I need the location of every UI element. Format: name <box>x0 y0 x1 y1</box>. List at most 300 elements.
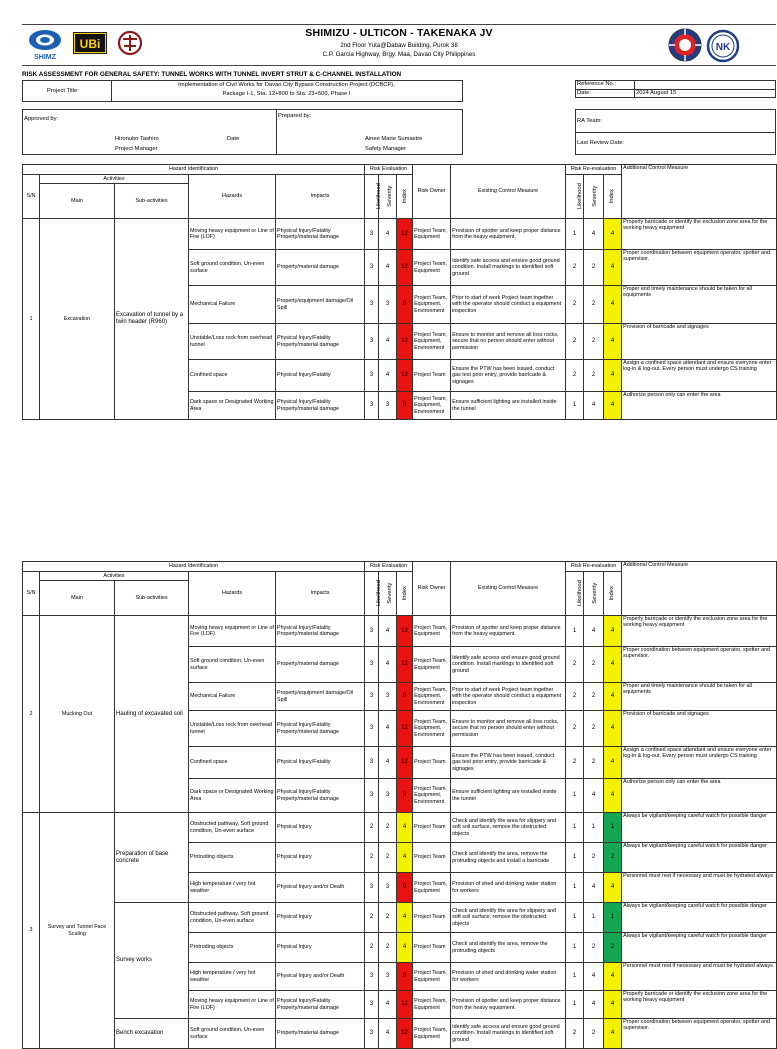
likelihood-cell: 3 <box>365 779 379 813</box>
severity-header: Severity <box>379 175 397 219</box>
sub-activities-header: Sub-activities <box>115 581 189 616</box>
severity-cell: 4 <box>379 324 397 360</box>
main-header: Main <box>40 184 115 219</box>
index-re-cell: 4 <box>604 647 622 683</box>
impact-cell: Property/equipment damage/Oil Spill <box>276 683 365 711</box>
likelihood-re-cell: 2 <box>566 647 584 683</box>
impact-cell: Property/material damage <box>276 647 365 683</box>
existing-control-cell: Check and identify the area, remove the protruding objects and install a barricade <box>451 843 566 873</box>
likelihood-cell: 3 <box>365 711 379 747</box>
index-re-cell: 2 <box>604 843 622 873</box>
index-cell: 9 <box>397 963 413 991</box>
likelihood-re-cell: 1 <box>566 873 584 903</box>
hazard-cell: Protruding objects <box>189 933 276 963</box>
existing-control-cell: Ensure to monitor and remove all loss rocks, secure that no person should enter without permission <box>451 324 566 360</box>
sn-header: S/N <box>23 572 40 616</box>
hazard-cell: Dark space or Designated Working Area <box>189 779 276 813</box>
risk-owner-cell: Project Team <box>413 933 451 963</box>
severity-re-cell: 2 <box>584 933 604 963</box>
severity-re-cell: 4 <box>584 963 604 991</box>
likelihood-cell: 3 <box>365 747 379 779</box>
severity-cell: 4 <box>379 1019 397 1049</box>
sub-activity-cell: Preparation of base concrete <box>115 813 189 903</box>
severity-re-cell: 2 <box>584 324 604 360</box>
severity-cell: 2 <box>379 813 397 843</box>
likelihood-re-cell: 2 <box>566 711 584 747</box>
risk-owner-cell: Project Team <box>413 903 451 933</box>
impact-cell: Property/material damage <box>276 250 365 286</box>
existing-control-cell: Identify safe access and ensure good ground condition. Install markings to identified soft ground <box>451 647 566 683</box>
likelihood-cell: 2 <box>365 933 379 963</box>
index-re-cell: 4 <box>604 963 622 991</box>
risk-owner-cell: Project Team, Equipment <box>413 250 451 286</box>
risk-owner-header: Risk Owner <box>413 165 451 219</box>
table-row <box>23 616 777 647</box>
impact-cell: Physical Injury and/or Death <box>276 963 365 991</box>
additional-control-cell: Assign a confined space attendant and ensure everyone enter log-in & log-out. Every person must undergo CS training <box>622 360 777 392</box>
additional-control-cell: Proper coordination between equipment operator, spotter and supervisor. <box>622 250 777 286</box>
sub-activity-cell: Hauling of excavated soil <box>115 616 189 813</box>
index-re-cell: 1 <box>604 903 622 933</box>
likelihood-re-cell: 1 <box>566 963 584 991</box>
existing-control-cell: Provision of shed and drinking water station for workers <box>451 873 566 903</box>
severity-re-cell: 2 <box>584 286 604 324</box>
risk-owner-cell: Project Team, Equipment, Environment <box>413 324 451 360</box>
additional-control-cell: Properly barricade or identify the exclusion zone area for the working heavy equipment <box>622 616 777 647</box>
risk-owner-cell: Project Team, Equipment, Environment <box>413 711 451 747</box>
index-cell: 9 <box>397 779 413 813</box>
likelihood-cell: 3 <box>365 392 379 420</box>
additional-control-cell: Provision of barricade and signages <box>622 324 777 360</box>
impact-cell: Property/equipment damage/Oil Spill <box>276 286 365 324</box>
hazards-header: Hazards <box>189 175 276 219</box>
project-title-line-2: Package I-1, Sta. 12+800 to Sta. 23+500, Phase I <box>222 91 351 97</box>
index-cell: 9 <box>397 286 413 324</box>
existing-control-cell: Provision of shed and drinking water station for workers <box>451 963 566 991</box>
index-re-cell: 4 <box>604 1019 622 1049</box>
hazard-cell: Moving heavy equipment or Line of Fire (LOF) <box>189 991 276 1019</box>
sub-activities-header: Sub-activities <box>115 184 189 219</box>
risk-owner-cell: Project Team, Equipment, Environment <box>413 779 451 813</box>
likelihood-cell: 3 <box>365 963 379 991</box>
additional-control-header: Additional Control Measure <box>622 562 777 616</box>
existing-control-cell: Check and identify the area for slippery and soft soil surface, remove the obstructed objects <box>451 813 566 843</box>
index-re-cell: 4 <box>604 392 622 420</box>
approved-by-label: Approved by: <box>24 116 59 122</box>
likelihood-re-cell: 1 <box>566 616 584 647</box>
index-cell: 9 <box>397 683 413 711</box>
reference-label: Reference No.: <box>577 81 616 87</box>
hazards-header: Hazards <box>189 572 276 616</box>
likelihood-re-cell: 1 <box>566 392 584 420</box>
severity-re-cell: 1 <box>584 813 604 843</box>
index-re-cell: 4 <box>604 324 622 360</box>
severity-cell: 3 <box>379 873 397 903</box>
additional-control-cell: Properly barricade or identify the exclusion zone area for the working heavy equipment <box>622 991 777 1019</box>
dpwh-seal <box>667 27 703 63</box>
likelihood-re-cell: 1 <box>566 843 584 873</box>
severity-cell: 4 <box>379 250 397 286</box>
severity-cell: 4 <box>379 711 397 747</box>
additional-control-cell: Authorize person only can enter the area <box>622 392 777 420</box>
main-activity-cell: Mucking Out <box>40 616 115 813</box>
index-cell: 12 <box>397 647 413 683</box>
additional-control-cell: Always be vigilant/keeping careful watch for possible danger <box>622 933 777 963</box>
risk-owner-cell: Project Team, Equipment <box>413 616 451 647</box>
additional-control-cell: Proper coordination between equipment operator, spotter and supervisor. <box>622 1019 777 1049</box>
severity-cell: 4 <box>379 219 397 250</box>
risk-owner-cell: Project Team, Equipment <box>413 1019 451 1049</box>
activities-header: Activities <box>40 572 189 581</box>
nk-logo-text: NK <box>715 42 731 53</box>
approver-date-label: Date <box>227 136 240 142</box>
additional-control-cell: Authorize person only can enter the area <box>622 779 777 813</box>
project-title-box <box>22 80 463 102</box>
impact-cell: Physical Injury/Fatality Property/material damage <box>276 219 365 250</box>
prepared-by-label: Prepared by: <box>278 113 312 119</box>
existing-control-cell: Ensure sufficient lighting are installed inside the tunnel <box>451 779 566 813</box>
severity-re-cell: 2 <box>584 250 604 286</box>
severity-cell: 4 <box>379 647 397 683</box>
impacts-header: Impacts <box>276 572 365 616</box>
risk-owner-header: Risk Owner <box>413 562 451 616</box>
sn-cell: 1 <box>23 219 40 420</box>
impact-cell: Physical Injury/Fatality Property/material damage <box>276 991 365 1019</box>
main-activity-cell: Survey and Tunnel Face Scaling <box>40 813 115 1049</box>
index-header: Index <box>397 572 413 616</box>
shimizu-logo-text: SHIMZ <box>34 54 56 61</box>
impact-cell: Physical Injury and/or Death <box>276 873 365 903</box>
severity-cell: 3 <box>379 963 397 991</box>
severity-re-cell: 4 <box>584 392 604 420</box>
preparer-name: Ainee Marie Sumastre <box>365 136 423 142</box>
hazard-cell: Dark space or Designated Working Area <box>189 392 276 420</box>
existing-control-cell: Provision of spotter and keep proper distance from the heavy equipment. <box>451 991 566 1019</box>
likelihood-re-cell: 2 <box>566 1019 584 1049</box>
main-header: Main <box>40 581 115 616</box>
hazard-identification-header: Hazard Identification <box>23 562 365 572</box>
likelihood-re-cell: 1 <box>566 779 584 813</box>
existing-control-cell: Ensure the PTW has been issued, conduct gas test prior entry, provide barricade & signages <box>451 747 566 779</box>
hazard-cell: Obstructed pathway, Soft ground condition, Un-even surface <box>189 813 276 843</box>
severity-re-cell: 4 <box>584 616 604 647</box>
hazard-cell: High temperature / very hot weather <box>189 873 276 903</box>
ubi-logo <box>73 32 107 54</box>
approver-role: Project Manager <box>115 146 158 152</box>
risk-owner-cell: Project Team, Equipment <box>413 991 451 1019</box>
index-re-cell: 4 <box>604 616 622 647</box>
index-cell: 4 <box>397 843 413 873</box>
sub-activity-cell: Bench excavation <box>115 1019 189 1049</box>
address-line-1: 2nd Floor Yuta@Dabaw Building, Purok 38 <box>340 42 458 49</box>
impact-cell: Physical Injury/Fatality Property/material damage <box>276 324 365 360</box>
hazard-cell: Moving heavy equipment or Line of Fire (LOF) <box>189 616 276 647</box>
index-cell: 12 <box>397 324 413 360</box>
additional-control-cell: Provision of barricade and signages <box>622 711 777 747</box>
table-row <box>23 903 777 933</box>
additional-control-cell: Proper coordination between equipment operator, spotter and supervisor. <box>622 647 777 683</box>
table-row <box>23 1019 777 1049</box>
existing-control-cell: Provision of spotter and keep proper distance from the heavy equipment. <box>451 616 566 647</box>
additional-control-cell: Always be vigilant/keeping careful watch for possible danger <box>622 843 777 873</box>
severity-re-cell: 4 <box>584 873 604 903</box>
severity-cell: 3 <box>379 392 397 420</box>
risk-owner-cell: Project Team <box>413 843 451 873</box>
index-re-header: Index <box>604 175 622 219</box>
likelihood-cell: 3 <box>365 616 379 647</box>
hazard-cell: Unstable/Loss rock from overhead tunnel <box>189 711 276 747</box>
index-cell: 9 <box>397 392 413 420</box>
severity-re-cell: 2 <box>584 1019 604 1049</box>
ra-team-box <box>575 109 776 155</box>
risk-owner-cell: Project Team <box>413 360 451 392</box>
additional-control-cell: Proper and timely maintenance should be taken for all equipments <box>622 286 777 324</box>
shimizu-logo <box>27 28 63 64</box>
likelihood-re-cell: 2 <box>566 324 584 360</box>
impact-cell: Physical Injury <box>276 843 365 873</box>
address-line-2: C.P. Garcia Highway, Brgy. Maa, Davao City Philippines <box>322 51 476 58</box>
likelihood-re-cell: 2 <box>566 360 584 392</box>
table-row <box>23 219 777 250</box>
impacts-header: Impacts <box>276 175 365 219</box>
impact-cell: Physical Injury/Fatality Property/material damage <box>276 779 365 813</box>
index-re-header: Index <box>604 572 622 616</box>
index-re-cell: 4 <box>604 873 622 903</box>
likelihood-cell: 3 <box>365 286 379 324</box>
severity-cell: 4 <box>379 360 397 392</box>
hazard-cell: High temperature / very hot weather <box>189 963 276 991</box>
severity-cell: 2 <box>379 933 397 963</box>
impact-cell: Physical Injury <box>276 933 365 963</box>
date-value: 2024 August 15 <box>636 90 677 96</box>
severity-re-header: Severity <box>584 572 604 616</box>
risk-reevaluation-header: Risk Re-evaluation <box>566 165 622 175</box>
likelihood-cell: 3 <box>365 683 379 711</box>
index-cell: 12 <box>397 219 413 250</box>
approver-name: Hironubo Tashiro <box>115 136 159 142</box>
impact-cell: Physical Injury/Fatality <box>276 360 365 392</box>
letterhead <box>22 24 776 66</box>
ubi-logo-text: UBi <box>79 37 101 51</box>
ra-team-label: RA Team: <box>577 118 603 124</box>
likelihood-re-cell: 1 <box>566 813 584 843</box>
impact-cell: Physical Injury/Fatality Property/material damage <box>276 711 365 747</box>
risk-evaluation-header: Risk Evaluation <box>365 165 413 175</box>
severity-cell: 2 <box>379 903 397 933</box>
likelihood-cell: 2 <box>365 843 379 873</box>
likelihood-cell: 2 <box>365 903 379 933</box>
likelihood-cell: 3 <box>365 873 379 903</box>
existing-control-cell: Check and identify the area, remove the protruding objects <box>451 933 566 963</box>
severity-re-cell: 2 <box>584 711 604 747</box>
likelihood-re-cell: 2 <box>566 747 584 779</box>
impact-cell: Physical Injury/Fatality <box>276 747 365 779</box>
hazard-cell: Confined space <box>189 360 276 392</box>
table-row <box>23 813 777 843</box>
risk-owner-cell: Project Team, Equipment <box>413 647 451 683</box>
severity-re-cell: 1 <box>584 903 604 933</box>
index-re-cell: 4 <box>604 360 622 392</box>
likelihood-re-cell: 1 <box>566 991 584 1019</box>
likelihood-re-cell: 1 <box>566 219 584 250</box>
risk-owner-cell: Project Team <box>413 813 451 843</box>
severity-re-cell: 2 <box>584 360 604 392</box>
severity-re-cell: 2 <box>584 747 604 779</box>
likelihood-re-cell: 2 <box>566 250 584 286</box>
impact-cell: Physical Injury <box>276 903 365 933</box>
last-review-label: Last Review Date: <box>577 140 625 146</box>
severity-re-cell: 2 <box>584 647 604 683</box>
additional-control-cell: Assign a confined space attendant and ensure everyone enter log-in & log-out. Every person must undergo CS training <box>622 747 777 779</box>
severity-re-cell: 2 <box>584 683 604 711</box>
existing-control-cell: Ensure to monitor and remove all loss rocks, secure that no person should enter without permission <box>451 711 566 747</box>
additional-control-cell: Proper and timely maintenance should be taken for all equipments <box>622 683 777 711</box>
sub-activity-cell: Survey works <box>115 903 189 1019</box>
impact-cell: Property/material damage <box>276 1019 365 1049</box>
risk-owner-cell: Project Team, Equipment, Environment <box>413 286 451 324</box>
impact-cell: Physical Injury <box>276 813 365 843</box>
risk-table-2 <box>22 561 777 1049</box>
index-cell: 4 <box>397 813 413 843</box>
likelihood-header: Likelihood <box>365 572 379 616</box>
additional-control-header: Additional Control Measure <box>622 165 777 219</box>
likelihood-re-cell: 1 <box>566 933 584 963</box>
reference-box <box>575 80 776 98</box>
existing-control-cell: Prior to start of work Project team together with the operator should conduct a equipment inspection <box>451 683 566 711</box>
existing-control-cell: Check and identify the area for slippery and soft soil surface, remove the obstructed objects <box>451 903 566 933</box>
risk-reevaluation-header: Risk Re-evaluation <box>566 562 622 572</box>
existing-control-header: Existing Control Measure <box>451 562 566 616</box>
severity-cell: 3 <box>379 683 397 711</box>
risk-owner-cell: Project Team, Equipment, Environment <box>413 683 451 711</box>
sn-cell: 2 <box>23 616 40 813</box>
risk-owner-cell: Project Team <box>413 747 451 779</box>
additional-control-cell: Personnel must rest if necessary and must be hydrated always <box>622 963 777 991</box>
hazard-identification-header: Hazard Identification <box>23 165 365 175</box>
index-cell: 12 <box>397 250 413 286</box>
project-title-label: Project Title: <box>47 88 79 94</box>
index-re-cell: 4 <box>604 747 622 779</box>
likelihood-cell: 3 <box>365 647 379 683</box>
likelihood-re-cell: 1 <box>566 903 584 933</box>
likelihood-cell: 3 <box>365 1019 379 1049</box>
index-re-cell: 4 <box>604 219 622 250</box>
likelihood-re-cell: 2 <box>566 286 584 324</box>
impact-cell: Physical Injury/Fatality Property/material damage <box>276 616 365 647</box>
additional-control-cell: Properly barricade or identify the exclusion zone area for the working heavy equipment <box>622 219 777 250</box>
existing-control-cell: Provision of spotter and keep proper distance from the heavy equipment. <box>451 219 566 250</box>
existing-control-cell: Ensure the PTW has been issued, conduct gas test prior entry, provide barricade & signages <box>451 360 566 392</box>
date-label: Date: <box>577 90 591 96</box>
risk-owner-cell: Project Team, Equipment, Environment <box>413 392 451 420</box>
project-title-line-1: Implementation of Civil Works for Davao City Bypass Construction Project (DCBCP), <box>178 82 395 88</box>
index-re-cell: 4 <box>604 711 622 747</box>
risk-evaluation-header: Risk Evaluation <box>365 562 413 572</box>
company-name: SHIMIZU - ULTICON - TAKENAKA JV <box>305 27 493 39</box>
index-cell: 12 <box>397 616 413 647</box>
likelihood-cell: 3 <box>365 360 379 392</box>
risk-owner-cell: Project Team, Equipment <box>413 873 451 903</box>
document-title: RISK ASSESSMENT FOR GENERAL SAFETY: TUNNEL WORKS WITH TUNNEL INVERT STRUT & C-CHANNEL INSTALLATION <box>22 71 402 78</box>
hazard-cell: Soft ground condition, Un-even surface <box>189 1019 276 1049</box>
existing-control-header: Existing Control Measure <box>451 165 566 219</box>
severity-header: Severity <box>379 572 397 616</box>
severity-cell: 4 <box>379 991 397 1019</box>
existing-control-cell: Identify safe access and ensure good ground condition. Install markings to identified soft ground <box>451 250 566 286</box>
hazard-cell: Mechanical Failure <box>189 286 276 324</box>
risk-owner-cell: Project Team, Equipment <box>413 963 451 991</box>
likelihood-cell: 3 <box>365 324 379 360</box>
sn-header: S/N <box>23 175 40 219</box>
activities-header: Activities <box>40 175 189 184</box>
nk-logo <box>706 29 740 63</box>
hazard-cell: Mechanical Failure <box>189 683 276 711</box>
likelihood-re-cell: 2 <box>566 683 584 711</box>
main-activity-cell: Excavation <box>40 219 115 420</box>
existing-control-cell: Prior to start of work Project team together with the operator should conduct a equipment inspection <box>451 286 566 324</box>
index-cell: 4 <box>397 903 413 933</box>
risk-owner-cell: Project Team, Equipment <box>413 219 451 250</box>
index-re-cell: 4 <box>604 779 622 813</box>
index-cell: 9 <box>397 873 413 903</box>
likelihood-cell: 3 <box>365 250 379 286</box>
likelihood-re-header: Likelihood <box>566 572 584 616</box>
likelihood-cell: 3 <box>365 991 379 1019</box>
sub-activity-cell: Excavation of tunnel by a twin header (R960) <box>115 219 189 420</box>
hazard-cell: Unstable/Loss rock from overhead tunnel <box>189 324 276 360</box>
index-re-cell: 1 <box>604 813 622 843</box>
additional-control-cell: Personnel must rest if necessary and must be hydrated always <box>622 873 777 903</box>
index-cell: 4 <box>397 933 413 963</box>
index-header: Index <box>397 175 413 219</box>
additional-control-cell: Always be vigilant/keeping careful watch for possible danger <box>622 903 777 933</box>
likelihood-header: Likelihood <box>365 175 379 219</box>
hazard-cell: Moving heavy equipment or Line of Fire (LOF) <box>189 219 276 250</box>
index-re-cell: 4 <box>604 683 622 711</box>
existing-control-cell: Ensure sufficient lighting are installed inside the tunnel <box>451 392 566 420</box>
severity-cell: 2 <box>379 843 397 873</box>
takenaka-logo <box>116 29 144 57</box>
preparer-role: Safety Manager <box>365 146 406 152</box>
index-cell: 12 <box>397 360 413 392</box>
index-re-cell: 4 <box>604 991 622 1019</box>
likelihood-re-header: Likelihood <box>566 175 584 219</box>
risk-table-1 <box>22 164 777 420</box>
likelihood-cell: 3 <box>365 219 379 250</box>
severity-cell: 3 <box>379 286 397 324</box>
severity-re-header: Severity <box>584 175 604 219</box>
hazard-cell: Soft ground condition, Un-even surface <box>189 250 276 286</box>
sn-cell: 3 <box>23 813 40 1049</box>
severity-cell: 4 <box>379 616 397 647</box>
index-cell: 12 <box>397 1019 413 1049</box>
severity-re-cell: 4 <box>584 219 604 250</box>
index-cell: 12 <box>397 747 413 779</box>
hazard-cell: Obstructed pathway, Soft ground condition, Un-even surface <box>189 903 276 933</box>
additional-control-cell: Always be vigilant/keeping careful watch for possible danger <box>622 813 777 843</box>
index-cell: 12 <box>397 711 413 747</box>
impact-cell: Physical Injury/Fatality Property/material damage <box>276 392 365 420</box>
severity-cell: 3 <box>379 779 397 813</box>
severity-re-cell: 4 <box>584 779 604 813</box>
index-re-cell: 4 <box>604 286 622 324</box>
index-re-cell: 2 <box>604 933 622 963</box>
index-re-cell: 4 <box>604 250 622 286</box>
severity-re-cell: 4 <box>584 991 604 1019</box>
likelihood-cell: 2 <box>365 813 379 843</box>
existing-control-cell: Identify safe access and ensure good ground condition. Install markings to identified soft ground <box>451 1019 566 1049</box>
severity-cell: 4 <box>379 747 397 779</box>
